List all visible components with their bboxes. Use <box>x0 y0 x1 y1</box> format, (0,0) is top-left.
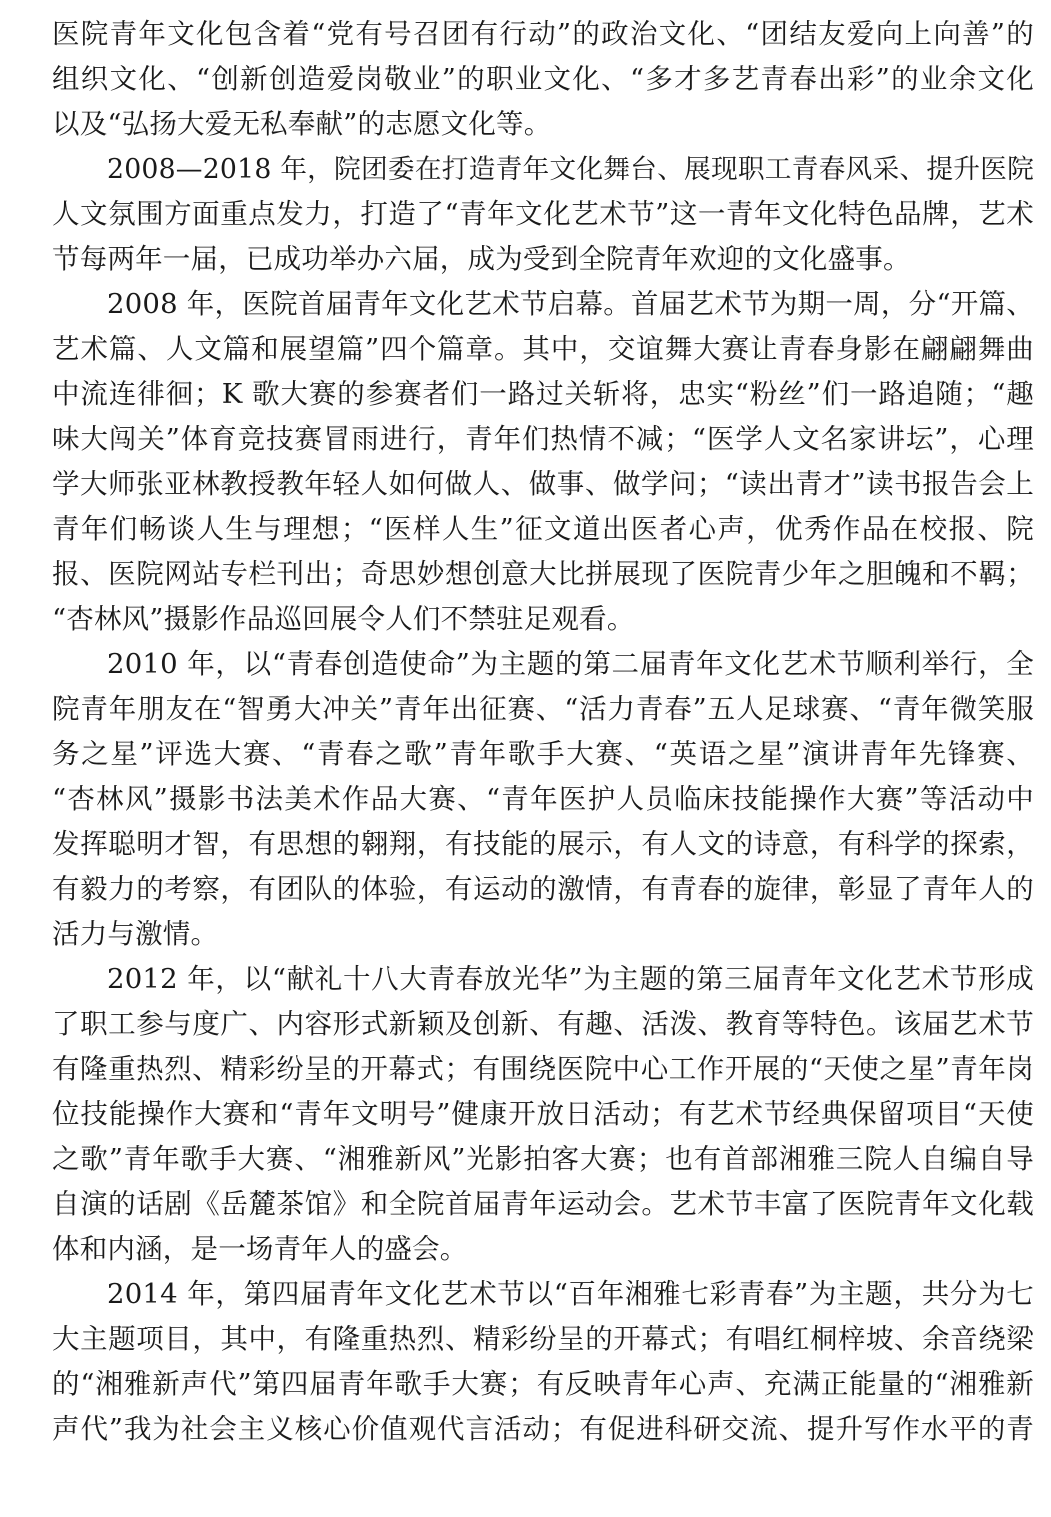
text-line: 声代”我为社会主义核心价值观代言活动；有促进科研交流、提升写作水平的青 <box>52 1413 1034 1445</box>
text-line: 中流连徘徊；K 歌大赛的参赛者们一路过关斩将，忠实“粉丝”们一路追随；“趣 <box>52 378 1035 410</box>
text-line: “杏林风”摄影书法美术作品大赛、“青年医护人员临床技能操作大赛”等活动中 <box>52 783 1034 815</box>
text-line: 青年们畅谈人生与理想；“医样人生”征文道出医者心声，优秀作品在校报、院 <box>52 513 1034 545</box>
text-line: “杏林风”摄影作品巡回展令人们不禁驻足观看。 <box>52 603 635 635</box>
text-line: 有隆重热烈、精彩纷呈的开幕式；有围绕医院中心工作开展的“天使之星”青年岗 <box>52 1053 1034 1085</box>
text-line: 2008 年，医院首届青年文化艺术节启幕。首届艺术节为期一周，分“开篇、 <box>107 288 1034 320</box>
text-line: 节每两年一届，已成功举办六届，成为受到全院青年欢迎的文化盛事。 <box>52 243 911 275</box>
text-line: 报、医院网站专栏刊出；奇思妙想创意大比拼展现了医院青少年之胆魄和不羁； <box>52 558 1034 590</box>
text-line: 有毅力的考察，有团队的体验，有运动的激情，有青春的旋律，彰显了青年人的 <box>52 873 1034 905</box>
paragraph-2014 <box>52 1272 1034 1452</box>
text-line: 院青年朋友在“智勇大冲关”青年出征赛、“活力青春”五人足球赛、“青年微笑服 <box>52 693 1034 725</box>
text-line: 2008—2018 年，院团委在打造青年文化舞台、展现职工青春风采、提升医院 <box>107 154 1034 185</box>
text-line: 的“湘雅新声代”第四届青年歌手大赛；有反映青年心声、充满正能量的“湘雅新 <box>52 1368 1034 1400</box>
text-line: 之歌”青年歌手大赛、“湘雅新风”光影拍客大赛；也有首部湘雅三院人自编自导 <box>52 1143 1034 1175</box>
text-line: 味大闯关”体育竞技赛冒雨进行，青年们热情不减；“医学人文名家讲坛”，心理 <box>52 423 1034 455</box>
text-line: 艺术篇、人文篇和展望篇”四个篇章。其中，交谊舞大赛让青春身影在翩翩舞曲 <box>52 333 1034 365</box>
text-line: 医院青年文化包含着“党有号召团有行动”的政治文化、“团结友爱向上向善”的 <box>52 18 1034 50</box>
text-line: 人文氛围方面重点发力，打造了“青年文化艺术节”这一青年文化特色品牌，艺术 <box>52 198 1034 230</box>
text-line: 务之星”评选大赛、“青春之歌”青年歌手大赛、“英语之星”演讲青年先锋赛、 <box>52 738 1034 770</box>
paragraph-2012 <box>52 957 1034 1272</box>
text-line: 体和内涵，是一场青年人的盛会。 <box>52 1233 468 1265</box>
text-line: 位技能操作大赛和“青年文明号”健康开放日活动；有艺术节经典保留项目“天使 <box>52 1098 1034 1130</box>
text-line: 了职工参与度广、内容形式新颖及创新、有趣、活泼、教育等特色。该届艺术节 <box>52 1008 1034 1040</box>
paragraph-intro <box>52 12 1034 147</box>
text-line: 以及“弘扬大爱无私奉献”的志愿文化等。 <box>52 108 552 140</box>
text-line: 自演的话剧《岳麓茶馆》和全院首届青年运动会。艺术节丰富了医院青年文化载 <box>52 1188 1034 1220</box>
text-line: 2010 年，以“青春创造使命”为主题的第二届青年文化艺术节顺利举行，全 <box>107 648 1034 680</box>
paragraph-2008-2018 <box>52 147 1034 282</box>
text-line: 发挥聪明才智，有思想的翱翔，有技能的展示，有人文的诗意，有科学的探索， <box>52 828 1034 860</box>
text-line: 组织文化、“创新创造爱岗敬业”的职业文化、“多才多艺青春出彩”的业余文化 <box>52 63 1034 95</box>
text-line: 2012 年，以“献礼十八大青春放光华”为主题的第三届青年文化艺术节形成 <box>107 963 1034 995</box>
paragraph-2010 <box>52 642 1034 957</box>
text-line: 活力与激情。 <box>52 918 219 950</box>
paragraph-2008 <box>52 282 1034 642</box>
text-line: 大主题项目，其中，有隆重热烈、精彩纷呈的开幕式；有唱红桐梓坡、余音绕梁 <box>52 1323 1034 1355</box>
document-page <box>52 12 1034 1452</box>
text-line: 2014 年，第四届青年文化艺术节以“百年湘雅七彩青春”为主题，共分为七 <box>107 1278 1034 1310</box>
text-line: 学大师张亚林教授教年轻人如何做人、做事、做学问；“读出青才”读书报告会上 <box>52 468 1034 500</box>
